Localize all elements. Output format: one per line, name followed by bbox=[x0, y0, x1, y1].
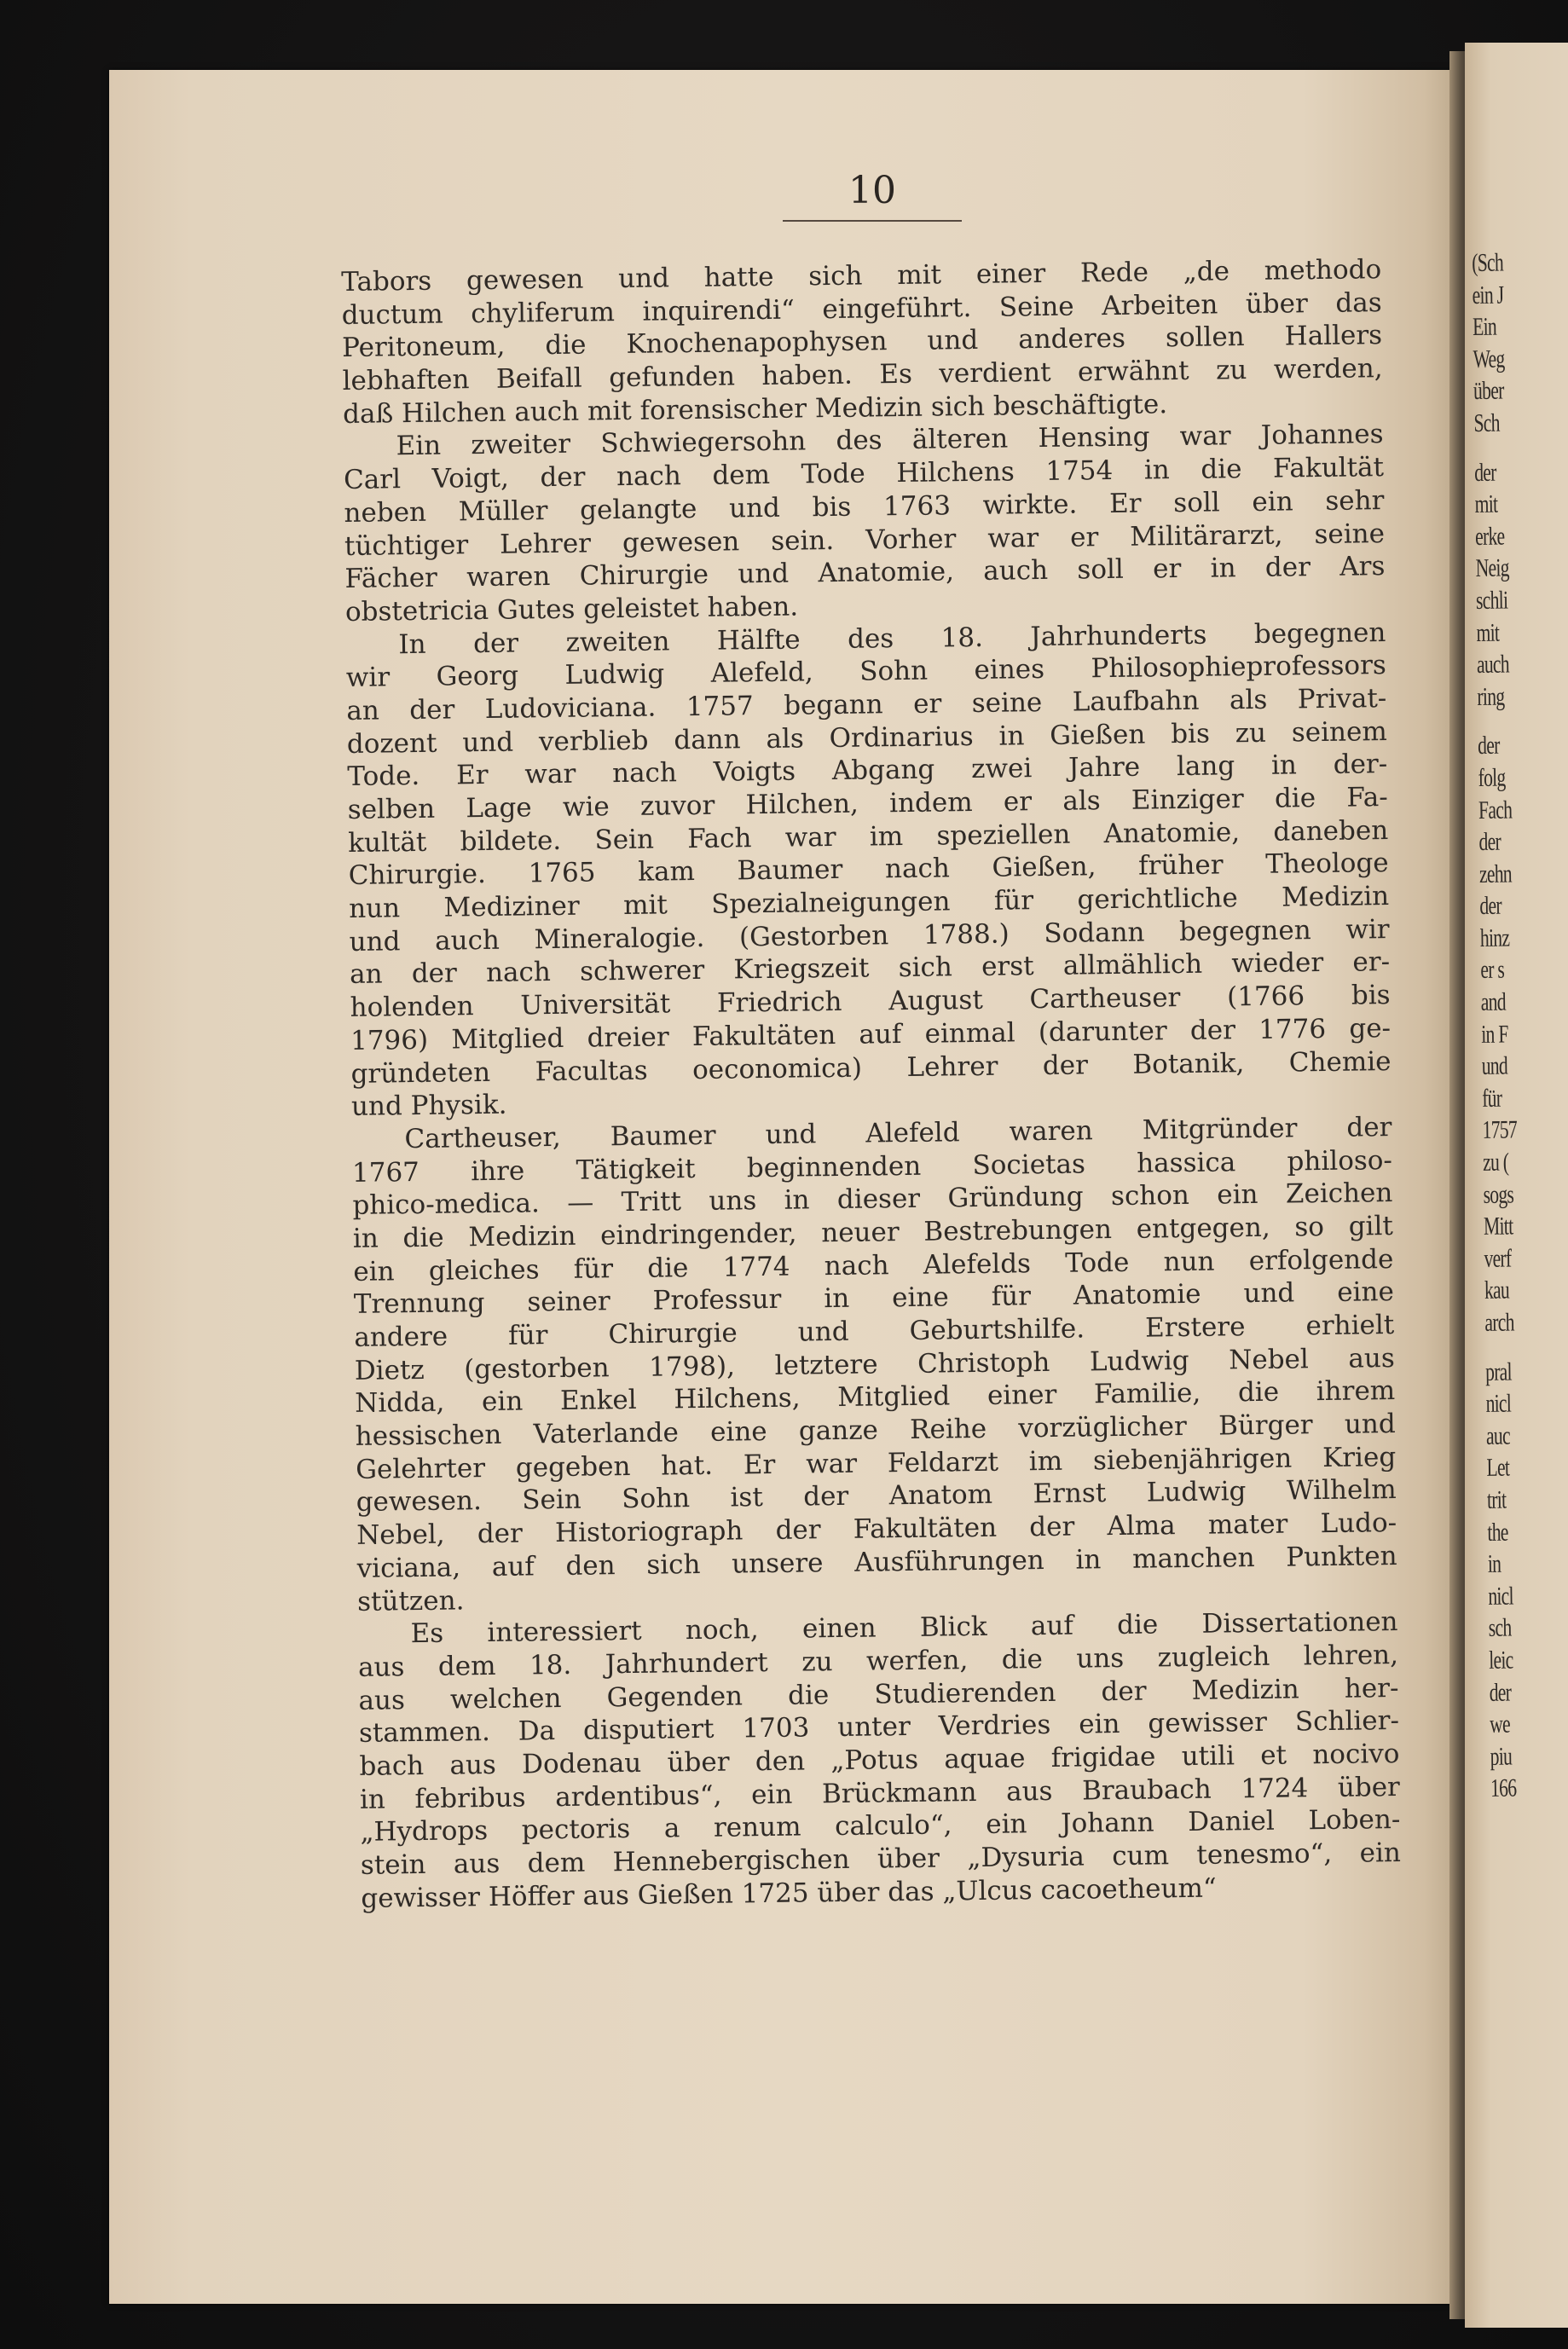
text-line: holenden Universität Friedrich August Cartheuser (1766 bis bbox=[350, 980, 1391, 1024]
right-page-fragment: der bbox=[1478, 827, 1501, 857]
text-line: Nebel, der Historiograph der Fakultäten der Alma mater Ludo- bbox=[356, 1507, 1397, 1552]
text-line: gründeten Facultas oeconomica) Lehrer der Botanik, Chemie bbox=[350, 1045, 1392, 1090]
right-page-fragment: zehn bbox=[1478, 859, 1513, 888]
text-line: daß Hilchen auch mit forensischer Medizin sich beschäftigte. bbox=[342, 388, 1168, 430]
right-page-fragment: kau bbox=[1484, 1276, 1510, 1305]
text-line: Peritoneum, die Knochenapophysen und anderes sollen Hallers bbox=[341, 320, 1383, 364]
text-line: neben Müller gelangte und bis 1763 wirkte. Er soll ein sehr bbox=[344, 484, 1385, 529]
right-page-fragment: verf bbox=[1484, 1244, 1512, 1273]
right-page-fragment: er s bbox=[1480, 956, 1505, 985]
page-number: 10 bbox=[848, 169, 896, 212]
text-line: wir Georg Ludwig Alefeld, Sohn eines Philosophieprofessors bbox=[345, 650, 1387, 694]
text-line: lebhaften Beifall gefunden haben. Es verdient erwähnt zu werden, bbox=[342, 353, 1383, 397]
text-line: Chirurgie. 1765 kam Baumer nach Gießen, früher Theologe bbox=[348, 848, 1389, 892]
right-page-fragment: hinz bbox=[1479, 923, 1510, 952]
text-line: 1767 ihre Tätigkeit beginnenden Societas hassica philoso- bbox=[351, 1144, 1393, 1189]
text-line: Nidda, ein Enkel Hilchens, Mitglied einer Familie, die ihrem bbox=[355, 1375, 1396, 1420]
right-page-fragment: the bbox=[1487, 1518, 1508, 1547]
text-line: stützen. bbox=[356, 1584, 465, 1617]
text-line: Trennung seiner Professur in eine für Anatomie und eine bbox=[353, 1276, 1395, 1321]
right-page-fragment: pral bbox=[1484, 1357, 1513, 1386]
text-line: Gelehrter gegeben hat. Er war Feldarzt im siebenjährigen Krieg bbox=[356, 1441, 1397, 1485]
right-page-fragment: der bbox=[1477, 731, 1500, 761]
text-line: „Hydrops pectoris a renum calculo“, ein Johann Daniel Loben- bbox=[360, 1804, 1401, 1849]
right-page-fragment: arch bbox=[1484, 1308, 1514, 1337]
text-line: Dietz (gestorben 1798), letztere Christoph Ludwig Nebel aus bbox=[354, 1342, 1395, 1386]
text-line: viciana, auf den sich unsere Ausführungen in manchen Punkten bbox=[356, 1540, 1397, 1584]
text-line: stein aus dem Hennebergischen über „Dysuria cum tenesmo“, ein bbox=[360, 1837, 1402, 1881]
right-page-fragment: der bbox=[1474, 458, 1496, 487]
text-line: 1796) Mitglied dreier Fakultäten auf einmal (darunter der 1776 ge- bbox=[350, 1012, 1392, 1056]
text-line: ein gleiches für die 1774 nach Alefelds Tode nun erfolgende bbox=[353, 1243, 1394, 1287]
right-page-fragment bbox=[1485, 1338, 1559, 1356]
right-page-fragment: folg bbox=[1478, 763, 1506, 792]
right-page-fragment: sch bbox=[1488, 1613, 1512, 1643]
right-page-fragment: Sch bbox=[1473, 408, 1500, 437]
text-line: phico-medica. — Tritt uns in dieser Gründung schon ein Zeichen bbox=[352, 1177, 1393, 1222]
right-page-fragment: der bbox=[1489, 1678, 1512, 1707]
text-line: an der nach schwerer Kriegszeit sich erst allmählich wieder er- bbox=[349, 946, 1391, 991]
right-page-fragment: (Sch bbox=[1472, 248, 1504, 277]
page-number-rule bbox=[783, 220, 962, 222]
text-line: obstetricia Gutes geleistet haben. bbox=[344, 591, 799, 628]
right-page-fragment: auc bbox=[1485, 1421, 1511, 1450]
text-line: bach aus Dodenau über den „Potus aquae frigidae utili et nocivo bbox=[359, 1738, 1400, 1782]
right-page-fragment: nicl bbox=[1485, 1389, 1512, 1419]
right-page-fragment: der bbox=[1479, 891, 1502, 921]
right-page-fragment: Let bbox=[1486, 1453, 1510, 1483]
right-page-fragment: sogs bbox=[1483, 1180, 1514, 1209]
right-page-fragment: auch bbox=[1476, 650, 1510, 680]
right-page-fragment: leic bbox=[1489, 1646, 1513, 1675]
right-page-fragment: we bbox=[1489, 1710, 1511, 1739]
text-line: gewisser Höffer aus Gießen 1725 über das „Ulcus cacoetheum“ bbox=[361, 1872, 1217, 1914]
text-line: Carl Voigt, der nach dem Tode Hilchens 1754 in die Fakultät bbox=[343, 452, 1385, 496]
right-page-fragment: mit bbox=[1474, 489, 1498, 519]
text-line: Es interessiert noch, einen Blick auf die Dissertationen bbox=[410, 1606, 1398, 1650]
text-line: Tabors gewesen und hatte sich mit einer Rede „de methodo bbox=[341, 254, 1382, 298]
text-line: In der zweiten Hälfte des 18. Jahrhunderts begegnen bbox=[398, 616, 1386, 660]
text-line: Ein zweiter Schwiegersohn des älteren Hensing war Johannes bbox=[396, 419, 1384, 462]
right-page-fragment: in bbox=[1487, 1549, 1501, 1579]
text-line: nun Mediziner mit Spezialneigungen für gerichtliche Medizin bbox=[348, 881, 1390, 925]
right-page-fragment: erke bbox=[1474, 522, 1505, 551]
right-page-fragment: trit bbox=[1486, 1485, 1507, 1514]
right-page-fragment: über bbox=[1473, 376, 1504, 406]
text-line: hessischen Vaterlande eine ganze Reihe vorzüglicher Bürger und bbox=[355, 1409, 1396, 1452]
right-page-fragment bbox=[1478, 712, 1552, 730]
text-line: gewesen. Sein Sohn ist der Anatom Ernst Ludwig Wilhelm bbox=[356, 1474, 1397, 1519]
right-page-fragment: Fach bbox=[1478, 795, 1513, 824]
text-line: an der Ludoviciana. 1757 begann er seine Laufbahn als Privat- bbox=[346, 682, 1387, 726]
right-page-fragment: in F bbox=[1481, 1020, 1508, 1049]
text-line: und auch Mineralogie. (Gestorben 1788.) Sodann begegnen wir bbox=[349, 913, 1390, 958]
right-page-fragment: und bbox=[1481, 1051, 1508, 1081]
text-line: stammen. Da disputiert 1703 unter Verdries ein gewisser Schlier- bbox=[358, 1705, 1400, 1750]
right-page-fragment: Weg bbox=[1473, 344, 1505, 373]
right-page-fragment: and bbox=[1480, 987, 1507, 1016]
text-line: dozent und verblieb dann als Ordinarius in Gießen bis zu seinem bbox=[346, 715, 1387, 760]
right-page-fragment: zu ( bbox=[1482, 1148, 1509, 1177]
text-line: kultät bildete. Sein Fach war im speziellen Anatomie, daneben bbox=[348, 814, 1389, 859]
book-page-right-edge bbox=[1465, 43, 1568, 2328]
body-text bbox=[341, 253, 1405, 2253]
right-page-fragments bbox=[1472, 246, 1568, 1805]
right-page-fragment: ring bbox=[1477, 682, 1505, 711]
text-line: und Physik. bbox=[350, 1089, 507, 1123]
text-line: Fächer waren Chirurgie und Anatomie, auch soll er in der Ars bbox=[344, 551, 1386, 595]
right-page-fragment: Ein bbox=[1472, 312, 1497, 342]
right-page-fragment: Neig bbox=[1475, 553, 1509, 583]
right-page-fragment: Mitt bbox=[1483, 1212, 1513, 1241]
text-line: aus dem 18. Jahrhundert zu werfen, die uns zugleich lehren, bbox=[357, 1639, 1399, 1683]
right-page-fragment: piu bbox=[1490, 1742, 1513, 1771]
right-page-fragment: mit bbox=[1476, 618, 1500, 647]
text-line: Tode. Er war nach Voigts Abgang zwei Jahre lang in der- bbox=[347, 749, 1388, 793]
right-page-fragment: für bbox=[1481, 1084, 1502, 1113]
text-line: andere für Chirurgie und Geburtshilfe. Erstere erhielt bbox=[354, 1310, 1395, 1353]
right-page-fragment: ein J bbox=[1472, 281, 1504, 310]
text-line: Cartheuser, Baumer und Alefeld waren Mitgründer der bbox=[404, 1111, 1392, 1155]
text-line: in febribus ardentibus“, ein Brückmann aus Braubach 1724 über bbox=[359, 1771, 1401, 1815]
right-page-fragment: 1757 bbox=[1482, 1115, 1518, 1145]
right-page-fragment: 166 bbox=[1490, 1773, 1517, 1803]
right-page-fragment bbox=[1474, 438, 1548, 456]
text-line: selben Lage wie zuvor Hilchen, indem er als Einziger die Fa- bbox=[347, 782, 1388, 825]
right-page-fragment: schli bbox=[1475, 586, 1508, 615]
text-line: aus welchen Gegenden die Studierenden der Medizin her- bbox=[358, 1672, 1399, 1716]
text-line: tüchtiger Lehrer gewesen sein. Vorher war er Militärarzt, seine bbox=[344, 518, 1386, 562]
text-line: in die Medizin eindringender, neuer Bestrebungen entgegen, so gilt bbox=[352, 1210, 1394, 1254]
text-line: ductum chyliferum inquirendi“ eingeführt. Seine Arbeiten über das bbox=[341, 286, 1382, 331]
right-page-fragment: nicl bbox=[1488, 1582, 1514, 1611]
